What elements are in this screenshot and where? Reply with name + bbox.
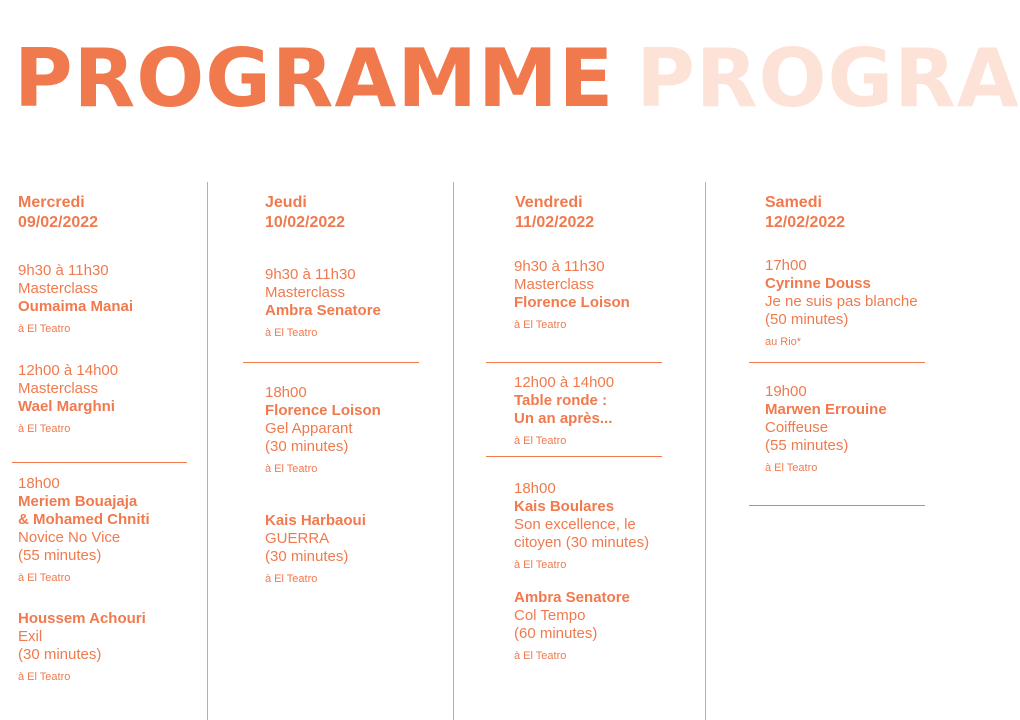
column-divider xyxy=(453,182,454,720)
event-type: Masterclass xyxy=(18,280,99,297)
event-artist: Ambra Senatore xyxy=(514,589,630,606)
event-item xyxy=(514,374,614,448)
event-item xyxy=(18,362,118,436)
event-venue: à El Teatro xyxy=(514,650,567,662)
title-ghost: PROGRA xyxy=(636,32,1020,125)
event-item xyxy=(265,384,381,476)
event-item xyxy=(765,383,887,475)
event-venue: à El Teatro xyxy=(265,463,318,475)
event-venue: à El Teatro xyxy=(514,559,567,571)
event-title: Un an après... xyxy=(514,410,613,427)
day-date: 10/02/2022 xyxy=(265,214,346,231)
event-title: Novice No Vice xyxy=(18,529,121,546)
column-divider xyxy=(705,182,706,720)
event-time: 12h00 à 14h00 xyxy=(514,374,615,391)
event-title: Table ronde : xyxy=(514,392,608,409)
event-venue: à El Teatro xyxy=(18,423,71,435)
event-time: 17h00 xyxy=(765,257,807,274)
event-duration: (50 minutes) xyxy=(765,311,849,328)
event-time: 12h00 à 14h00 xyxy=(18,362,119,379)
event-title: citoyen (30 minutes) xyxy=(514,534,650,551)
event-artist: Houssem Achouri xyxy=(18,610,146,627)
event-venue: à El Teatro xyxy=(514,435,567,447)
divider-line xyxy=(12,462,187,463)
event-artist: Oumaima Manai xyxy=(18,298,134,315)
title-main: PROGRAMME xyxy=(14,32,615,125)
event-artist: Wael Marghni xyxy=(18,398,115,415)
divider-line xyxy=(749,362,925,363)
event-duration: (55 minutes) xyxy=(18,547,102,564)
event-venue: à El Teatro xyxy=(18,572,71,584)
event-venue: à El Teatro xyxy=(18,323,71,335)
divider-line xyxy=(749,505,925,506)
event-artist: Meriem Bouajaja xyxy=(18,493,138,510)
event-title: Exil xyxy=(18,628,43,645)
page-title xyxy=(14,34,1020,124)
event-time: 9h30 à 11h30 xyxy=(514,258,605,275)
day-header-vendredi xyxy=(515,193,594,233)
day-header-jeudi xyxy=(265,193,345,233)
event-type: Masterclass xyxy=(18,380,99,397)
event-item xyxy=(765,257,918,349)
event-venue: à El Teatro xyxy=(765,462,818,474)
event-artist: Florence Loison xyxy=(514,294,630,311)
day-name: Mercredi xyxy=(18,194,85,211)
event-artist: Kais Boulares xyxy=(514,498,615,515)
event-time: 18h00 xyxy=(18,475,60,492)
event-artist: & Mohamed Chniti xyxy=(18,511,150,528)
event-artist: Florence Loison xyxy=(265,402,381,419)
event-venue: à El Teatro xyxy=(265,573,318,585)
event-title: Coiffeuse xyxy=(765,419,829,436)
event-time: 18h00 xyxy=(514,480,556,497)
event-time: 9h30 à 11h30 xyxy=(18,262,109,279)
event-venue: à El Teatro xyxy=(514,319,567,331)
event-duration: (30 minutes) xyxy=(18,646,102,663)
event-item xyxy=(265,512,366,586)
event-item xyxy=(18,610,146,684)
event-duration: (30 minutes) xyxy=(265,438,349,455)
event-artist: Marwen Errouine xyxy=(765,401,887,418)
event-time: 19h00 xyxy=(765,383,807,400)
event-title: Col Tempo xyxy=(514,607,586,624)
event-venue: à El Teatro xyxy=(265,327,318,339)
event-duration: (55 minutes) xyxy=(765,437,849,454)
event-item xyxy=(514,480,649,572)
event-type: Masterclass xyxy=(514,276,595,293)
day-name: Vendredi xyxy=(515,194,583,211)
day-name: Jeudi xyxy=(265,194,307,211)
day-header-mercredi xyxy=(18,193,98,233)
day-date: 12/02/2022 xyxy=(765,214,846,231)
event-time: 18h00 xyxy=(265,384,307,401)
event-item xyxy=(514,589,630,663)
event-item xyxy=(18,475,150,585)
event-title: Son excellence, le xyxy=(514,516,636,533)
event-item xyxy=(514,258,630,332)
divider-line xyxy=(486,456,662,457)
event-title: GUERRA xyxy=(265,530,330,547)
event-venue: à El Teatro xyxy=(18,671,71,683)
event-duration: (30 minutes) xyxy=(265,548,349,565)
day-header-samedi xyxy=(765,193,845,233)
event-type: Masterclass xyxy=(265,284,346,301)
event-title: Je ne suis pas blanche xyxy=(765,293,918,310)
day-name: Samedi xyxy=(765,194,822,211)
event-item xyxy=(265,266,381,340)
event-duration: (60 minutes) xyxy=(514,625,598,642)
event-time: 9h30 à 11h30 xyxy=(265,266,356,283)
event-item xyxy=(18,262,133,336)
event-title: Gel Apparant xyxy=(265,420,353,437)
event-venue: au Rio* xyxy=(765,336,802,348)
day-date: 09/02/2022 xyxy=(18,214,99,231)
event-artist: Cyrinne Douss xyxy=(765,275,871,292)
day-date: 11/02/2022 xyxy=(515,214,595,231)
event-artist: Kais Harbaoui xyxy=(265,512,366,529)
event-artist: Ambra Senatore xyxy=(265,302,381,319)
divider-line xyxy=(486,362,662,363)
divider-line xyxy=(243,362,419,363)
column-divider xyxy=(207,182,208,720)
